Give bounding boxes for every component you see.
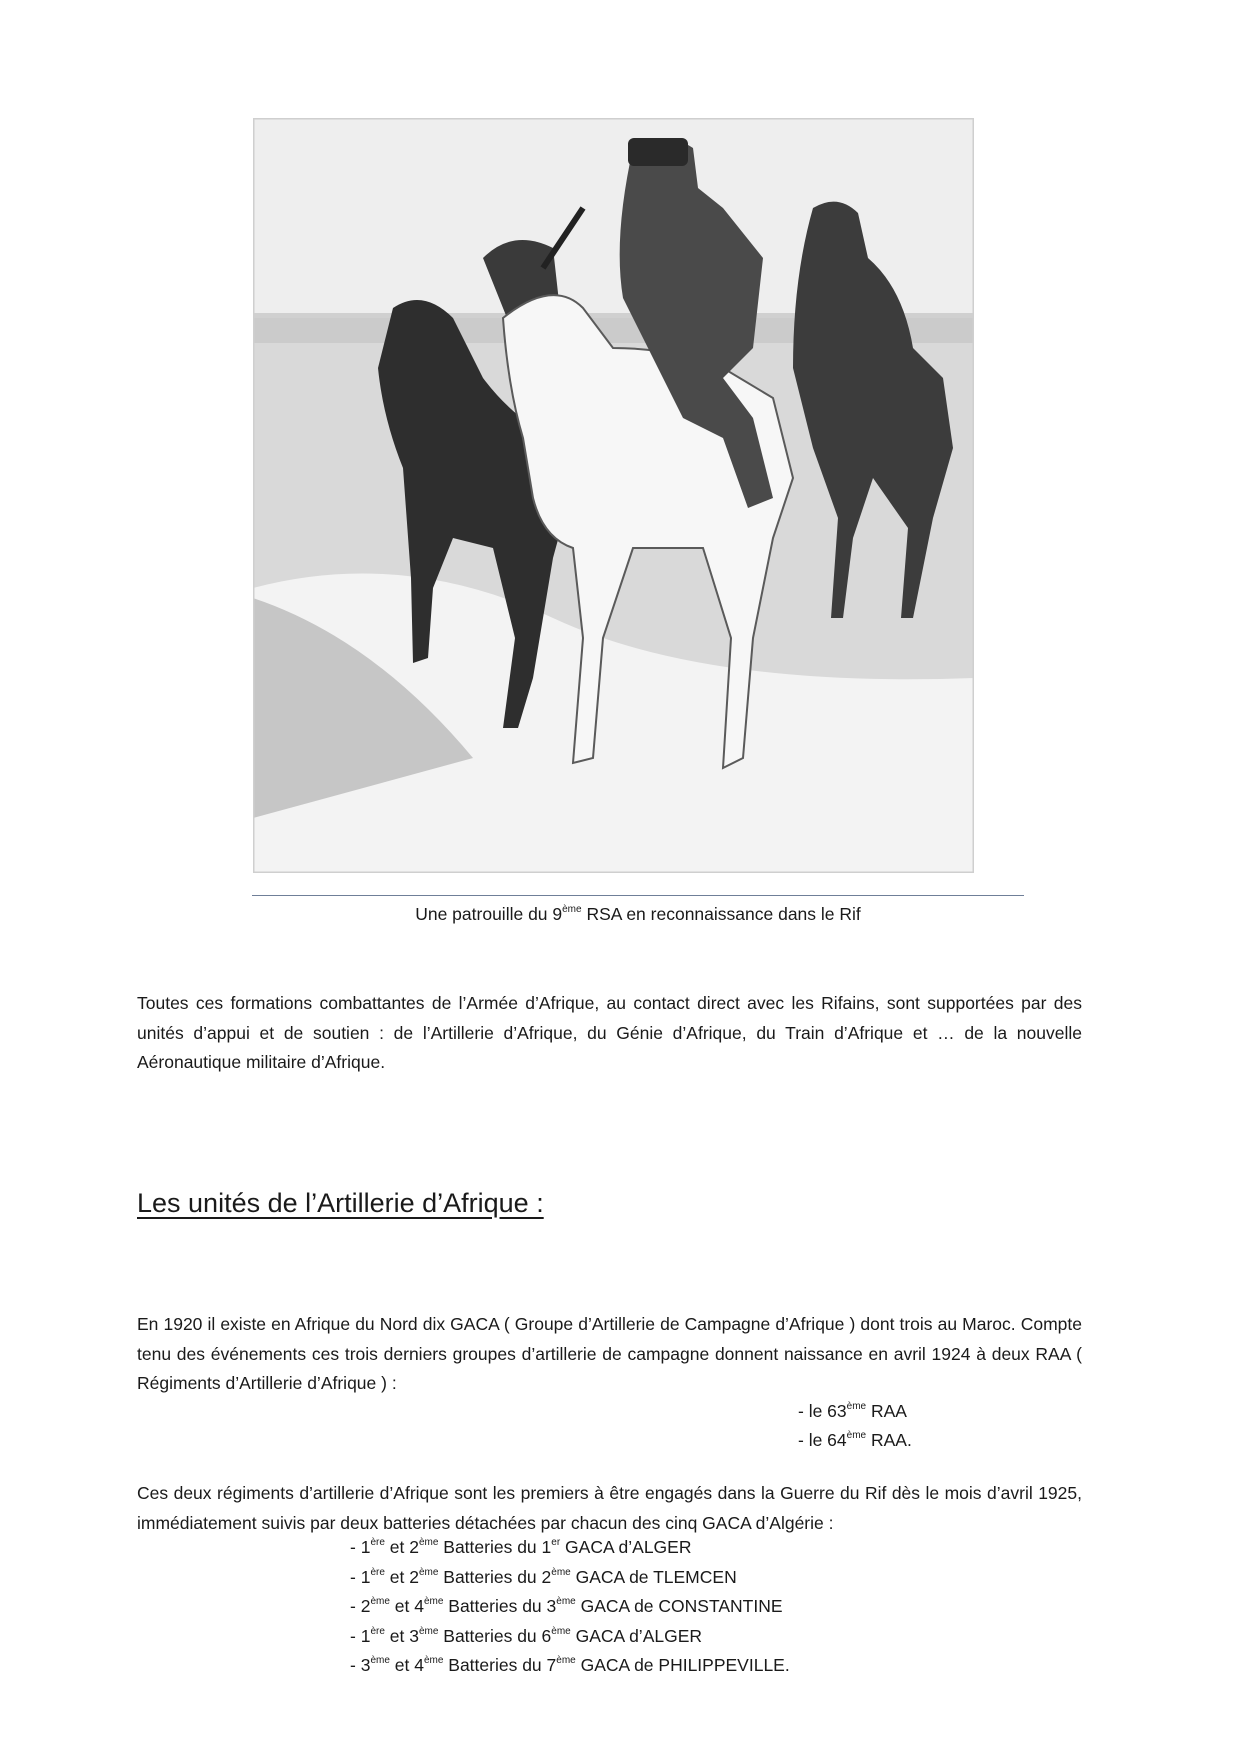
batteries-list	[350, 1533, 790, 1681]
list-item-raa-63	[798, 1397, 912, 1426]
list-item: - 2ème et 4ème Batteries du 3ème GACA de CONSTANTINE	[350, 1596, 783, 1616]
caption-rule	[252, 895, 1024, 896]
list-item: - 1ère et 2ème Batteries du 2ème GACA de TLEMCEN	[350, 1566, 737, 1587]
raa-64-label: - le 64	[798, 1430, 847, 1450]
raa-64-suffix: RAA.	[866, 1430, 912, 1450]
photo-caption	[252, 904, 1024, 925]
caption-sup: ème	[562, 904, 582, 915]
section-heading: Les unités de l’Artillerie d’Afrique :	[137, 1188, 544, 1218]
raa-list	[798, 1397, 912, 1455]
list-item: - 1ère et 2ème Batteries du 1er GACA d’ALGER	[350, 1537, 692, 1557]
caption-text-end: RSA en reconnaissance dans le Rif	[581, 904, 861, 924]
list-item: - 1ère et 3ème Batteries du 6ème GACA d’ALGER	[350, 1625, 703, 1646]
raa-63-sup: ème	[846, 1401, 867, 1412]
caption-text-start: Une patrouille du 9	[415, 904, 563, 924]
raa-64-sup: ème	[846, 1430, 867, 1441]
photo-drawing	[253, 118, 974, 873]
raa-63-label: - le 63	[798, 1401, 847, 1421]
paragraph-guerre-du-rif: Ces deux régiments d’artillerie d’Afrique sont les premiers à être engagés dans la Guerre du Rif dès le mois d’avril 1925, immédiatement suivis par deux batteries détachées par chacun des cinq GACA d’Algérie :	[137, 1483, 1082, 1533]
list-item-raa-64	[798, 1426, 912, 1455]
photo-rider-cap	[628, 138, 688, 166]
paragraph-gaca: En 1920 il existe en Afrique du Nord dix GACA ( Groupe d’Artillerie de Campagne d’Afrique ) dont trois au Maroc. Compte tenu des événements ces trois derniers groupes d’artillerie de campagne donnent naissance en avril 1924 à deux RAA ( Régiments d’Artillerie d’Afrique ) :	[137, 1314, 1082, 1393]
intro-paragraph: Toutes ces formations combattantes de l’Armée d’Afrique, au contact direct avec les Rifains, sont supportées par des unités d’appui et de soutien : de l’Artillerie d’Afrique, du Génie d’Afrique, du Train d’Afrique et … de la nouvelle Aéronautique militaire d’Afrique.	[137, 993, 1082, 1072]
horsemen-patrol-photo	[253, 118, 974, 873]
list-item: - 3ème et 4ème Batteries du 7ème GACA de PHILIPPEVILLE.	[350, 1655, 790, 1675]
raa-63-suffix: RAA	[866, 1401, 907, 1421]
